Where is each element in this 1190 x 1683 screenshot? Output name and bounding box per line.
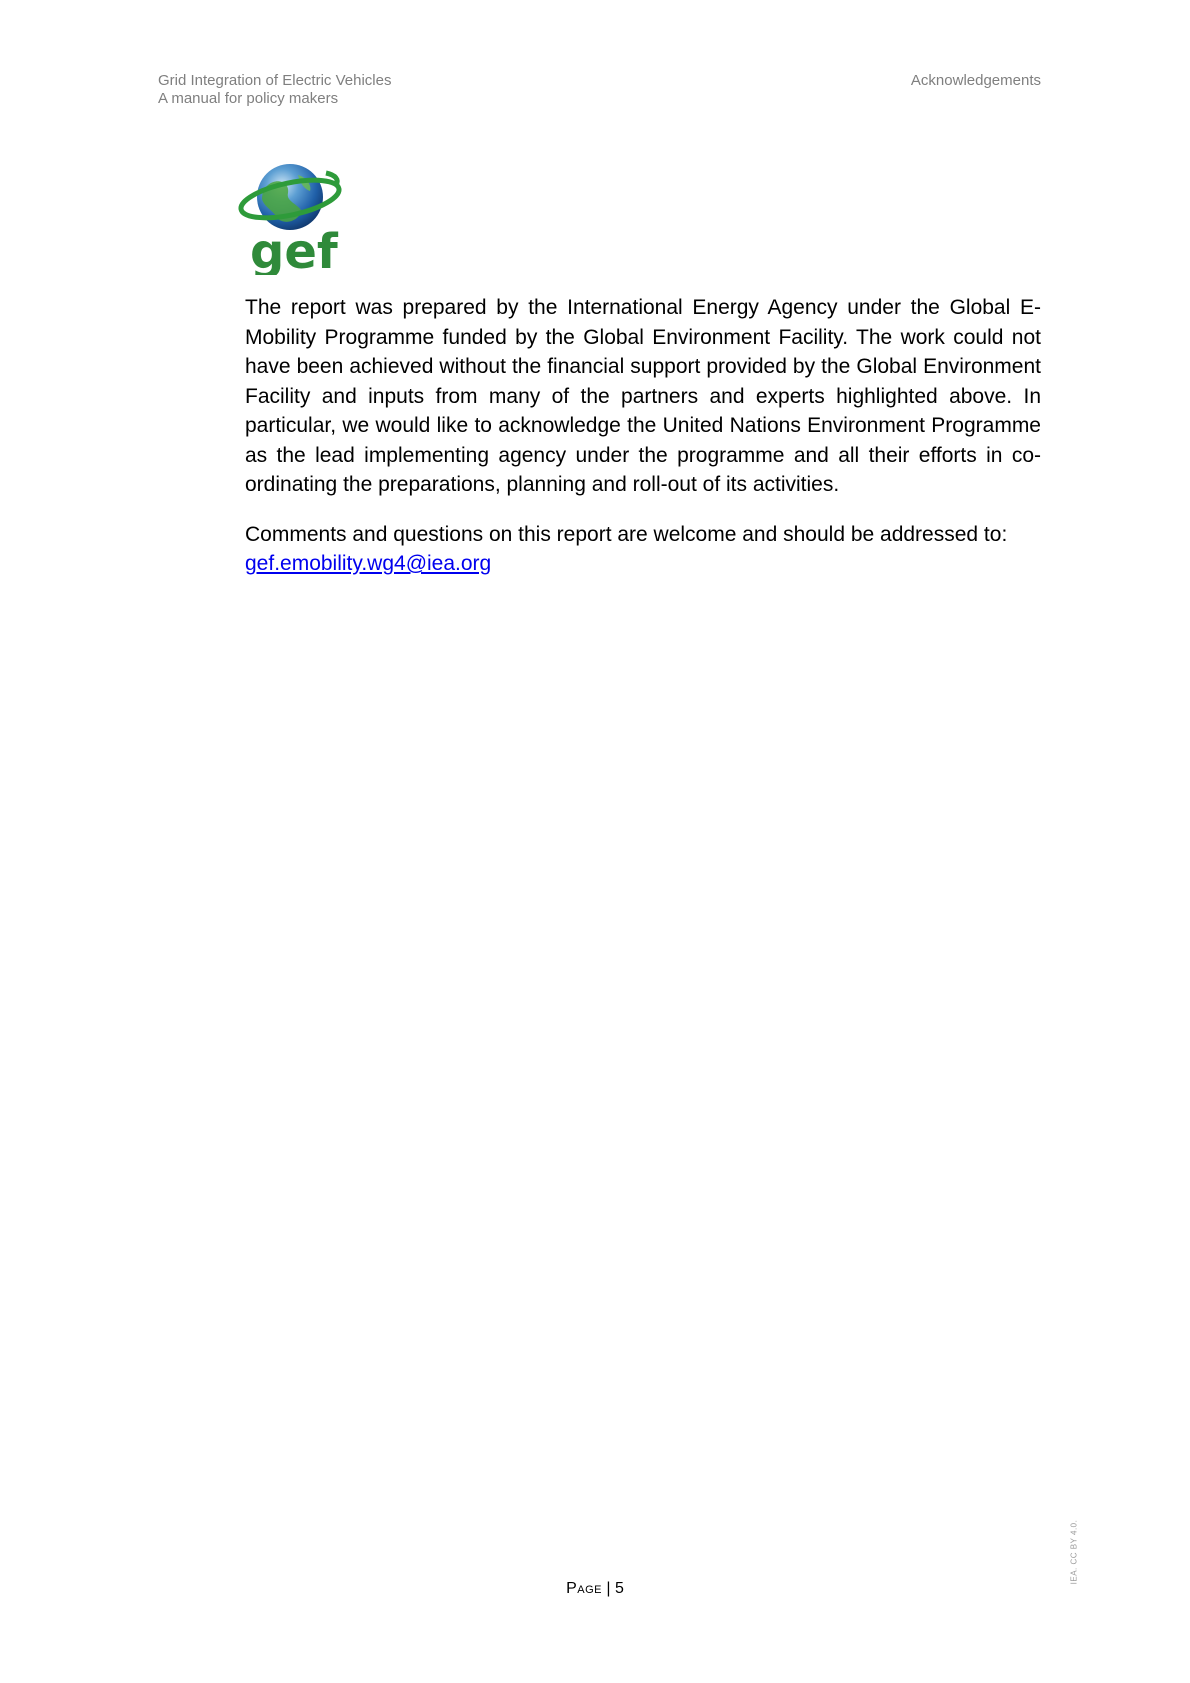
page-footer	[0, 1580, 1190, 1598]
page-label: Page	[566, 1580, 602, 1597]
running-header-title	[158, 72, 391, 108]
header-title-line1: Grid Integration of Electric Vehicles	[158, 72, 392, 89]
gef-globe-logo-icon	[238, 155, 348, 275]
header-title-line2: A manual for policy makers	[158, 90, 339, 107]
acknowledgement-paragraph: The report was prepared by the International Energy Agency under the Global E-Mobility Programme funded by the Global Environment Facility. The work could not have been achieved without the financial support provided by the Global Environment Facility and inputs from many of the partners and experts highlighted above. In particular, we would like to acknowledge the United Nations Environment Programme as the lead implementing agency under the programme and all their efforts in co-ordinating the preparations, planning and roll-out of its activities.	[245, 296, 1041, 496]
contact-text: Comments and questions on this report are welcome and should be addressed to:	[245, 522, 1008, 546]
contact-paragraph	[245, 520, 1041, 579]
page-number: 5	[615, 1580, 624, 1597]
header-section-name: Acknowledgements	[910, 72, 1041, 89]
license-text: IEA. CC BY 4.0.	[1069, 1519, 1079, 1585]
contact-email-link[interactable]: gef.emobility.wg4@iea.org	[245, 552, 492, 575]
gef-logo	[238, 155, 348, 275]
page-separator: |	[606, 1580, 611, 1597]
acknowledgement-body	[245, 293, 1041, 599]
gef-logo-text: gef	[250, 224, 338, 275]
